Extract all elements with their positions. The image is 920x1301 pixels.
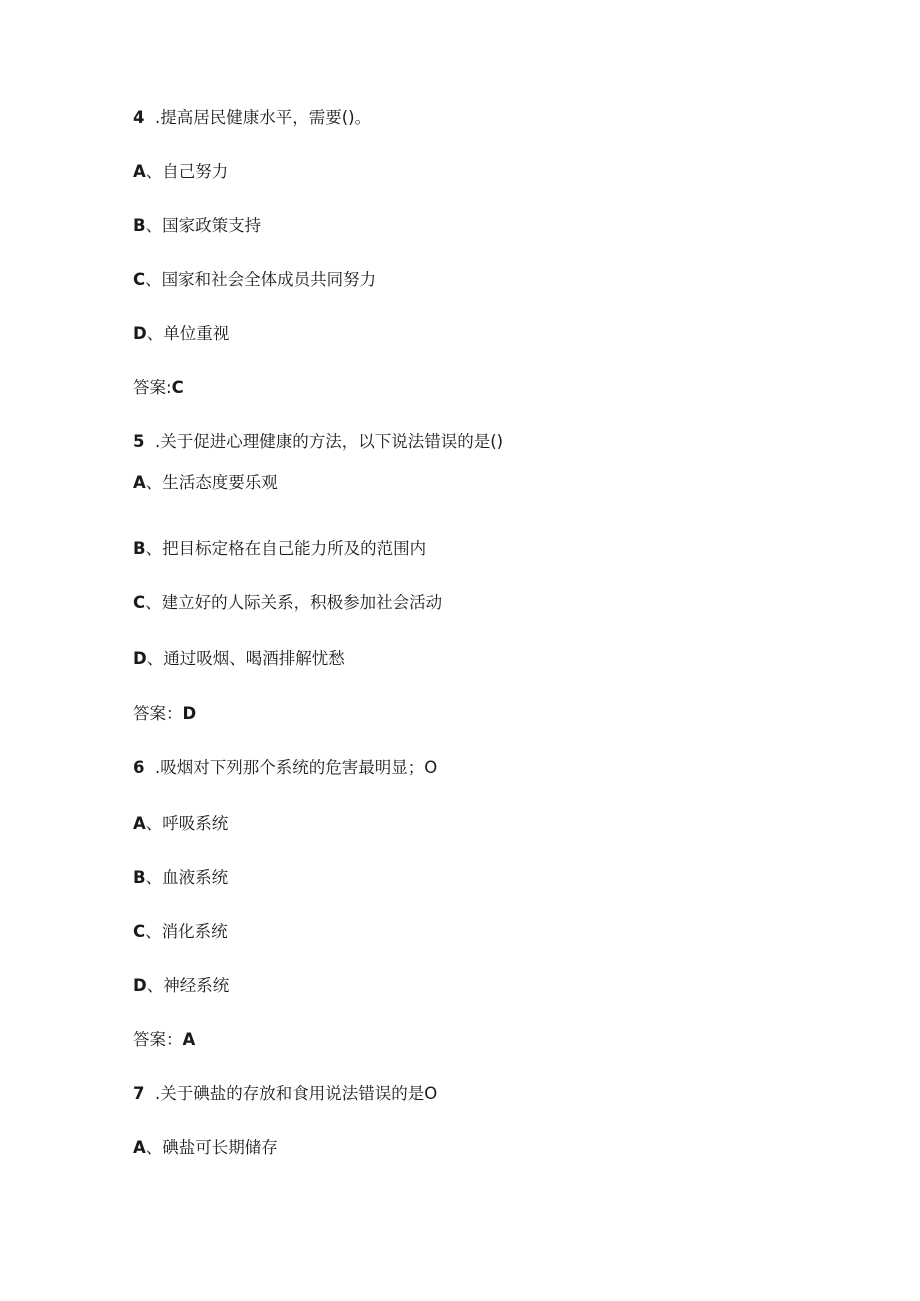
option-separator: 、 xyxy=(145,473,163,492)
option-6d xyxy=(133,975,229,997)
question-number: 4 xyxy=(133,108,145,127)
option-separator: 、 xyxy=(145,162,163,181)
option-text: 神经系统 xyxy=(163,976,230,995)
option-text: 单位重视 xyxy=(163,324,230,343)
option-4a xyxy=(133,161,228,183)
answer-6 xyxy=(133,1029,195,1051)
option-separator: 、 xyxy=(146,324,164,343)
option-separator: 、 xyxy=(145,814,163,833)
option-separator: 、 xyxy=(146,649,164,668)
option-text: 血液系统 xyxy=(162,868,229,887)
option-separator: 、 xyxy=(145,922,162,941)
option-text: 呼吸系统 xyxy=(162,814,229,833)
option-text: 通过吸烟、喝酒排解忧愁 xyxy=(163,649,345,668)
answer-value: D xyxy=(182,704,197,723)
option-4c xyxy=(133,269,376,291)
option-letter: B xyxy=(133,216,146,235)
question-6 xyxy=(133,757,437,779)
answer-label: 答案: xyxy=(133,378,172,397)
option-letter: A xyxy=(133,814,146,833)
option-letter: D xyxy=(133,649,147,668)
option-text: 国家政策支持 xyxy=(162,216,262,235)
option-separator: 、 xyxy=(145,539,163,558)
answer-value: A xyxy=(182,1030,196,1049)
option-5c xyxy=(133,592,442,614)
option-letter: D xyxy=(133,976,147,995)
option-separator: 、 xyxy=(145,593,162,612)
option-letter: C xyxy=(133,270,146,289)
option-letter: D xyxy=(133,324,147,343)
question-number: 5 xyxy=(133,432,145,451)
question-text: .关于碘盐的存放和食用说法错误的是O xyxy=(155,1084,438,1103)
question-text: .关于促进心理健康的方法，以下说法错误的是() xyxy=(155,432,504,451)
option-6c xyxy=(133,921,228,943)
option-text: 生活态度要乐观 xyxy=(162,473,278,492)
option-text: 消化系统 xyxy=(161,922,228,941)
option-text: 自己努力 xyxy=(162,162,229,181)
answer-label: 答案： xyxy=(133,704,183,723)
option-letter: B xyxy=(133,539,146,558)
option-letter: A xyxy=(133,1138,146,1157)
option-5d xyxy=(133,648,345,670)
option-text: 碘盐可长期储存 xyxy=(162,1138,278,1157)
answer-value: C xyxy=(171,378,184,397)
option-letter: C xyxy=(133,922,146,941)
question-text: .吸烟对下列那个系统的危害最明显；O xyxy=(155,758,438,777)
option-5a xyxy=(133,472,278,494)
question-4 xyxy=(133,107,371,129)
option-5b xyxy=(133,538,426,560)
option-text: 国家和社会全体成员共同努力 xyxy=(161,270,377,289)
question-7 xyxy=(133,1083,437,1105)
option-separator: 、 xyxy=(145,270,162,289)
option-6b xyxy=(133,867,228,889)
question-number: 7 xyxy=(133,1084,145,1103)
question-text: .提高居民健康水平，需要()。 xyxy=(155,108,372,127)
option-letter: A xyxy=(133,473,146,492)
option-letter: C xyxy=(133,593,146,612)
option-separator: 、 xyxy=(145,868,163,887)
option-separator: 、 xyxy=(146,976,164,995)
option-6a xyxy=(133,813,228,835)
answer-4 xyxy=(133,377,184,399)
option-letter: A xyxy=(133,162,146,181)
answer-5 xyxy=(133,703,196,725)
question-5 xyxy=(133,431,503,453)
question-number: 6 xyxy=(133,758,145,777)
option-7a xyxy=(133,1137,278,1159)
answer-label: 答案： xyxy=(133,1030,183,1049)
option-4d xyxy=(133,323,229,345)
option-text: 把目标定格在自己能力所及的范围内 xyxy=(162,539,427,558)
option-separator: 、 xyxy=(145,216,163,235)
option-4b xyxy=(133,215,261,237)
option-separator: 、 xyxy=(145,1138,163,1157)
option-text: 建立好的人际关系，积极参加社会活动 xyxy=(161,593,443,612)
option-letter: B xyxy=(133,868,146,887)
